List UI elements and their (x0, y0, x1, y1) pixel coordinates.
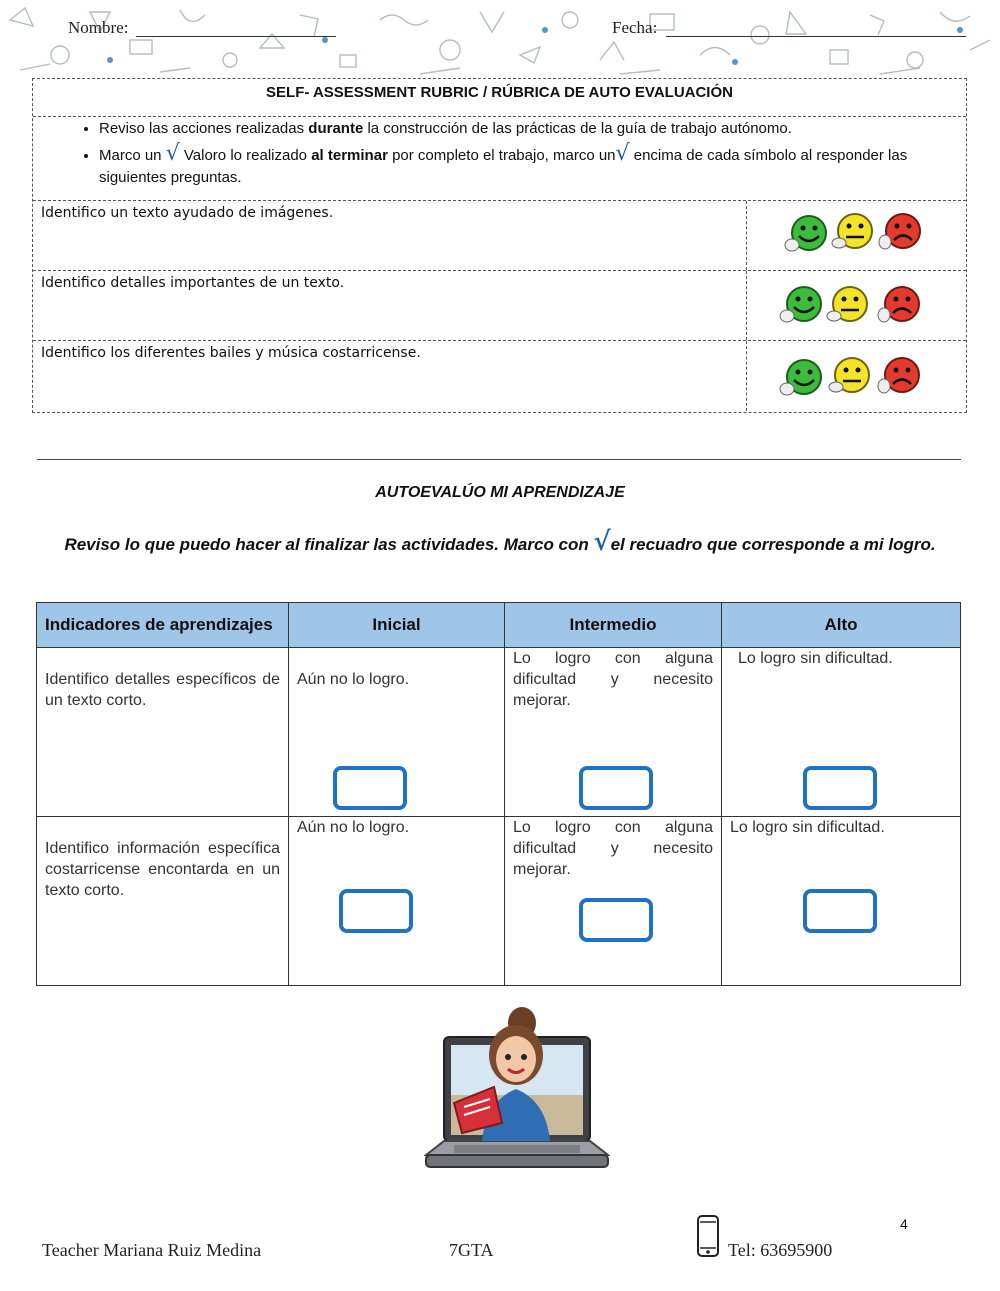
bullet2-text-mid: Valoro lo realizado (179, 147, 312, 164)
intermedio-cell (505, 817, 722, 986)
check-mark-icon: √ (165, 141, 180, 166)
self-assessment-rubric (32, 78, 967, 413)
section-separator (37, 459, 961, 460)
header-alto: Alto (722, 603, 961, 648)
bullet2-text-mid2: por completo el trabajo, marco un (387, 147, 616, 164)
alto-cell (722, 648, 961, 817)
checkbox-alto[interactable] (803, 766, 877, 810)
happy-face-icon (785, 216, 826, 251)
intermedio-text: Lo logro con alguna dificultad y necesito mejorar. (513, 819, 713, 878)
rubric-row-text: Identifico un texto ayudado de imágenes. (41, 205, 334, 221)
rubric-title: SELF- ASSESSMENT RUBRIC / RÚBRICA DE AUTO EVALUACIÓN (33, 79, 966, 117)
indicator-text: Identifico información específica costarricense encontarda en un texto corto. (45, 840, 280, 899)
footer-phone: Tel: 63695900 (728, 1240, 833, 1260)
bullet2-bold: al terminar (311, 147, 388, 164)
rubric-row (33, 201, 966, 271)
neutral-face-icon (832, 214, 872, 248)
date-line[interactable] (666, 36, 966, 37)
bullet1-text: Reviso las acciones realizadas (99, 120, 309, 137)
row-divider (746, 201, 747, 270)
happy-face-icon (780, 360, 821, 395)
autoeval-instr-text: Reviso lo que puedo hacer al finalizar las actividades. Marco con (64, 535, 594, 554)
neutral-face-icon (827, 287, 867, 321)
sad-face-icon (878, 358, 919, 393)
rubric-row (33, 341, 966, 411)
name-label: Nombre: (68, 18, 129, 37)
table-row (37, 817, 961, 986)
page-number: 4 (900, 1216, 908, 1232)
date-label: Fecha: (612, 18, 658, 37)
name-line[interactable] (136, 36, 336, 37)
check-mark-icon: √ (593, 527, 611, 557)
instruction-bullet-1 (99, 118, 966, 140)
happy-face-icon (780, 287, 821, 322)
neutral-face-icon (829, 358, 869, 392)
header-indicadores: Indicadores de aprendizajes (37, 603, 289, 648)
row-divider (746, 341, 747, 411)
bullet2-text: Marco un (99, 147, 166, 164)
indicator-cell (37, 817, 289, 986)
table-row (37, 648, 961, 817)
phone-icon (696, 1214, 720, 1258)
learning-indicators-table (36, 602, 961, 986)
alto-cell (722, 817, 961, 986)
school-doodles-decoration (0, 0, 1000, 82)
table-header-row (37, 603, 961, 648)
footer-group: 7GTA (449, 1240, 494, 1260)
smiley-faces-rating[interactable] (778, 357, 928, 401)
inicial-cell (289, 648, 505, 817)
header-intermedio: Intermedio (505, 603, 722, 648)
sad-face-icon (878, 287, 919, 322)
rubric-row (33, 271, 966, 341)
alto-text: Lo logro sin dificultad. (730, 819, 885, 836)
alto-text: Lo logro sin dificultad. (738, 650, 893, 667)
instruction-bullet-2 (99, 141, 966, 189)
rubric-instructions (33, 117, 966, 201)
rubric-row-text: Identifico detalles importantes de un texto. (41, 275, 345, 291)
autoeval-title: AUTOEVALÚO MI APRENDIZAJE (375, 484, 625, 501)
autoeval-instr-text-end: el recuadro que corresponde a mi logro. (610, 535, 936, 554)
intermedio-cell (505, 648, 722, 817)
rubric-row-text: Identifico los diferentes bailes y música costarricense. (41, 345, 421, 361)
checkbox-intermedio[interactable] (579, 898, 653, 942)
check-mark-icon: √ (615, 141, 630, 166)
smiley-faces-rating[interactable] (778, 284, 928, 328)
footer-teacher: Teacher Mariana Ruiz Medina (42, 1240, 262, 1260)
checkbox-intermedio[interactable] (579, 766, 653, 810)
checkbox-alto[interactable] (803, 889, 877, 933)
header-doodle-band (0, 0, 1000, 82)
indicator-text: Identifico detalles específicos de un texto corto. (45, 671, 280, 709)
bullet1-bold: durante (308, 120, 364, 137)
smiley-faces-rating[interactable] (783, 211, 933, 255)
header-inicial: Inicial (289, 603, 505, 648)
sad-face-icon (879, 214, 920, 249)
intermedio-text: Lo logro con alguna dificultad y necesito mejorar. (513, 650, 713, 709)
teacher-laptop-illustration (424, 1005, 610, 1177)
inicial-cell (289, 817, 505, 986)
autoeval-instructions (50, 527, 950, 557)
inicial-text: Aún no lo logro. (297, 819, 410, 836)
inicial-text: Aún no lo logro. (297, 671, 410, 688)
checkbox-inicial[interactable] (333, 766, 407, 810)
row-divider (746, 271, 747, 340)
checkbox-inicial[interactable] (339, 889, 413, 933)
indicator-cell (37, 648, 289, 817)
bullet2-text-end: encima de cada símbolo al responder las siguientes preguntas. (99, 147, 908, 186)
bullet1-text-end: la construcción de las prácticas de la guía de trabajo autónomo. (363, 120, 792, 137)
